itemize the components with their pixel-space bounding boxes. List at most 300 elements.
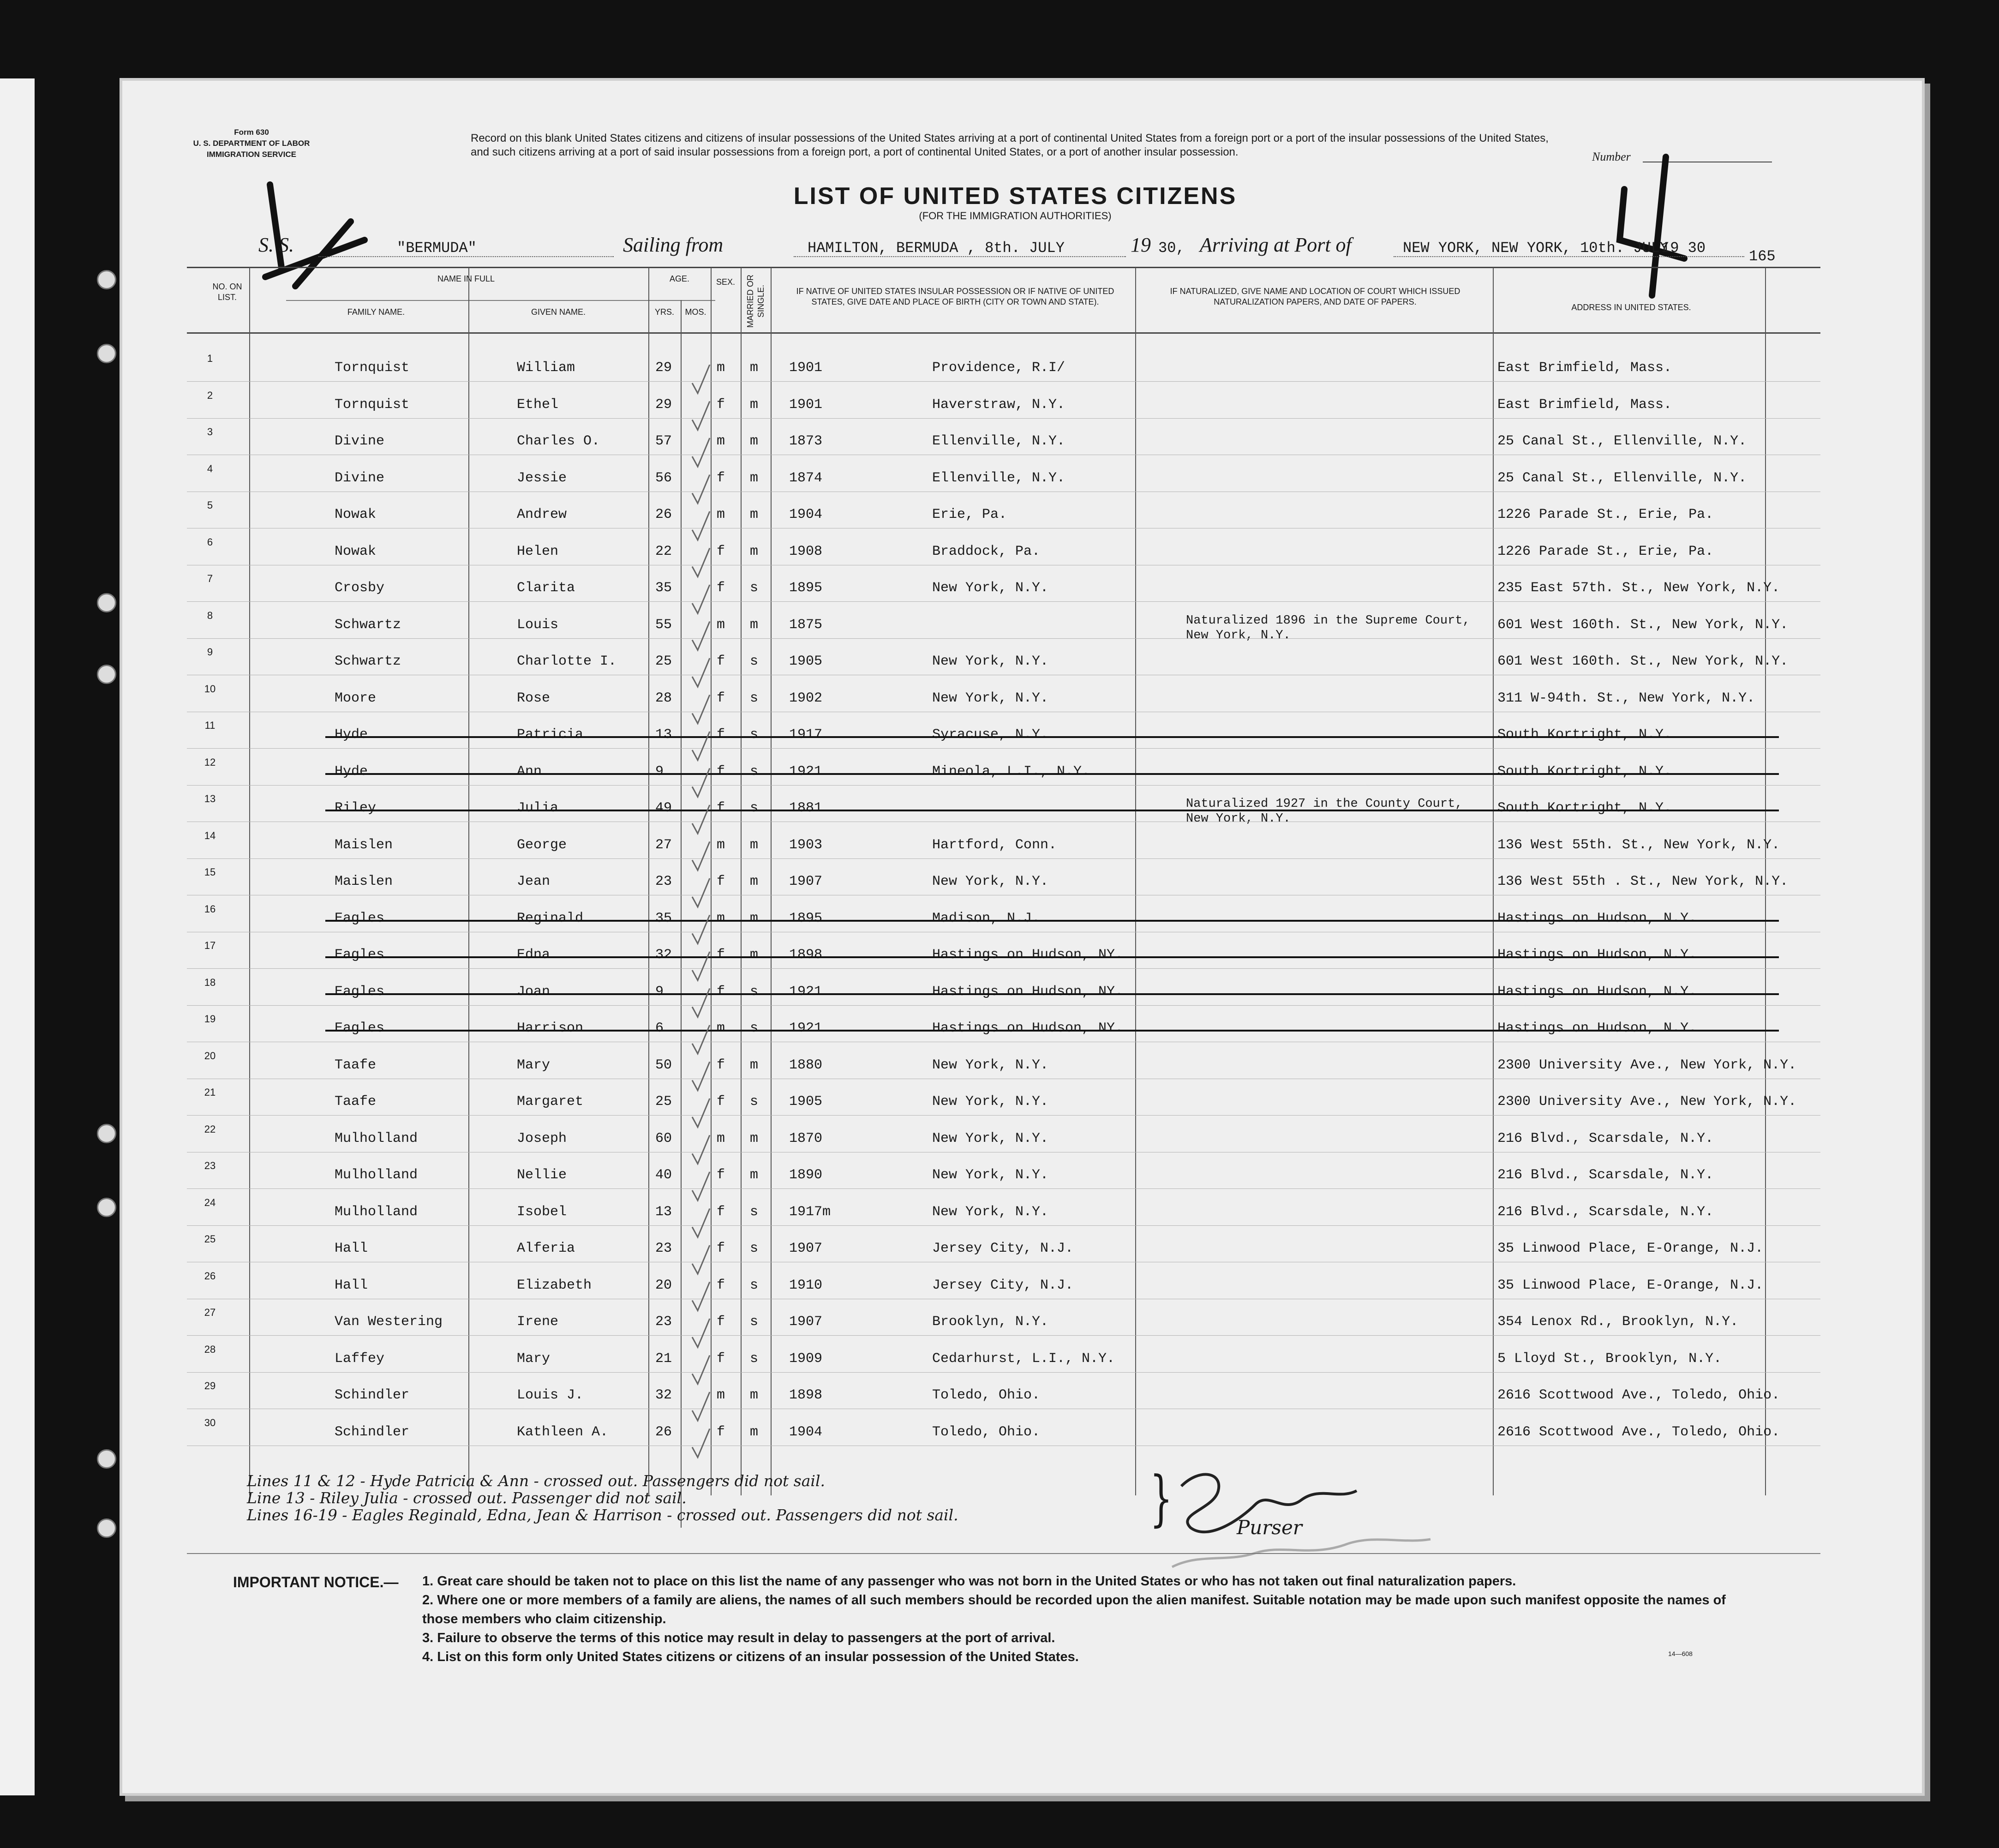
no: 29 [204,1380,216,1392]
birth-year: 1917 [789,727,823,743]
family-name: Mulholland [335,1204,418,1220]
address: 601 West 160th. St., New York, N.Y. [1497,617,1789,633]
birth-place: Erie, Pa. [932,507,1007,522]
marital-status: m [750,874,759,889]
check-mark [692,1209,710,1237]
age-years: 56 [655,470,672,486]
birth-year: 1874 [789,470,823,486]
given-name: Isobel [517,1204,567,1220]
birth-year: 1901 [789,396,823,413]
sex: f [717,800,725,816]
table-row [187,676,1820,712]
marital-status: m [750,617,759,633]
table-row [187,1152,1820,1189]
page-subtitle: (FOR THE IMMIGRATION AUTHORITIES) [919,210,1112,222]
notice-item: 1. Great care should be taken not to place on this list the name of any passenger who was not born in the United States or who has not taken out final naturalization papers. [422,1574,1516,1589]
birth-place: Mineola, L.I., N.Y. [932,763,1090,780]
table-row [187,529,1820,565]
form-number: Form 630 [234,128,269,137]
address: 136 West 55th. St., New York, N.Y. [1497,837,1780,853]
sex: f [717,543,725,559]
strike-through-line [325,773,1779,775]
no: 28 [204,1343,216,1355]
strike-through-line [325,920,1779,922]
no: 19 [204,1013,216,1025]
age-years: 22 [655,543,672,559]
sex: f [717,654,725,669]
check-mark [692,622,710,650]
family-name: Taafe [335,1057,377,1073]
arriving-blank [1394,256,1744,257]
check-mark [692,1356,710,1384]
given-name: Joan [517,984,551,1000]
table-row [187,419,1820,455]
annotation-line: Lines 11 & 12 - Hyde Patricia & Ann - crossed out. Passengers did not sail. [247,1472,826,1490]
birth-year: 1870 [789,1130,823,1146]
table-row [187,932,1820,969]
age-years: 29 [655,360,672,376]
family-name: Schindler [335,1424,410,1440]
birth-place: Braddock, Pa. [932,543,1041,559]
birth-place: Toledo, Ohio. [932,1387,1041,1403]
marital-status: s [750,690,759,706]
birth-place: Providence, R.I/ [932,360,1065,376]
table-row [187,749,1820,786]
check-mark [692,842,710,870]
sex: m [717,360,725,376]
arriving-value: NEW YORK, NEW YORK, 10th. JULY [1403,240,1669,257]
marital-status: s [750,580,759,596]
marital-status: m [750,1057,759,1073]
birth-place: New York, N.Y. [932,1130,1049,1146]
marital-status: s [750,1314,759,1330]
birth-year: 1903 [789,837,823,853]
family-name: Maislen [335,874,393,889]
age-years: 55 [655,617,672,633]
department-name: U. S. DEPARTMENT OF LABOR [193,139,310,148]
age-years: 49 [655,800,672,816]
address: 601 West 160th. St., New York, N.Y. [1497,654,1789,669]
table-row [187,565,1820,602]
birth-place: Toledo, Ohio. [932,1424,1041,1440]
family-name: Mulholland [335,1167,418,1183]
age-years: 6 [655,1020,664,1036]
given-name: Elizabeth [517,1277,592,1293]
sex: f [717,1167,725,1183]
table-row [187,969,1820,1006]
family-name: Mulholland [335,1130,418,1146]
no: 14 [204,829,216,841]
page-number: 165 [1749,248,1776,265]
sex: f [717,1094,725,1110]
address: 311 W-94th. St., New York, N.Y. [1497,690,1755,706]
no: 18 [204,976,216,988]
birth-place: Hastings on Hudson, NY. [932,984,1124,1000]
sex: f [717,1350,725,1367]
check-mark [692,1245,710,1274]
col-married-single: MARRIED OR SINGLE. [746,275,766,328]
sailing-from-value: HAMILTON, BERMUDA , 8th. JULY [808,240,1065,257]
family-name: Tornquist [335,396,410,413]
table-row [187,1410,1820,1446]
table-row [187,822,1820,859]
table-row [187,602,1820,642]
voyage-info [258,233,1790,265]
col-no: NO. ON LIST. [212,282,242,302]
family-name: Hall [335,1277,368,1293]
birth-year: 1907 [789,1314,823,1330]
address: 354 Lenox Rd., Brooklyn, N.Y. [1497,1314,1739,1330]
service-name: IMMIGRATION SERVICE [207,150,296,159]
age-years: 32 [655,1387,672,1403]
address: Hastings on Hudson, N.Y. [1497,947,1697,963]
given-name: George [517,837,567,853]
check-mark [692,695,710,724]
col-given-name: GIVEN NAME. [531,307,586,317]
given-name: Alferia [517,1241,575,1256]
family-name: Schwartz [335,617,401,633]
given-name: Charles O. [517,433,600,449]
age-years: 13 [655,727,672,743]
birth-year: 1908 [789,543,823,559]
table-top-rule [187,267,1820,268]
no: 20 [204,1050,216,1062]
address: 216 Blvd., Scarsdale, N.Y. [1497,1167,1714,1183]
family-name: Schwartz [335,654,401,669]
table-row [187,1006,1820,1042]
check-mark [692,915,710,944]
no: 16 [204,903,216,915]
address: Hastings on Hudson, N.Y. [1497,1020,1697,1036]
sex: f [717,874,725,889]
header-bottom-rule [187,332,1820,334]
given-name: Patricia [517,727,584,743]
no: 30 [204,1416,216,1428]
address: 1226 Parade St., Erie, Pa. [1497,507,1714,522]
sex: f [717,580,725,596]
address: South Kortright, N.Y. [1497,800,1672,816]
marital-status: s [750,727,759,743]
given-name: Edna [517,947,551,963]
family-name: Schindler [335,1387,410,1403]
no: 27 [204,1307,216,1318]
birth-place: New York, N.Y. [932,1094,1049,1110]
birth-year: 1898 [789,1387,823,1403]
check-mark [692,732,710,760]
given-name: Jean [517,874,551,889]
sex: f [717,1424,725,1440]
address: 1226 Parade St., Erie, Pa. [1497,543,1714,559]
address: East Brimfield, Mass. [1497,396,1672,413]
year-suffix: 30, [1158,240,1185,257]
family-name: Tornquist [335,360,410,376]
sex: m [717,1020,725,1036]
family-name: Hyde [335,763,368,780]
arrival-year: 19 30 [1661,240,1706,257]
birth-place: New York, N.Y. [932,1167,1049,1183]
check-mark [692,365,710,393]
sex: f [717,947,725,963]
sex: f [717,1057,725,1073]
check-mark [692,805,710,834]
brace-mark: } [1149,1463,1173,1533]
check-mark [692,1172,710,1200]
col-age: AGE. [669,274,689,283]
check-mark [692,511,710,540]
no: 25 [204,1233,216,1245]
marital-status: m [750,1130,759,1146]
no: 15 [204,866,216,878]
family-name: Nowak [335,507,377,522]
col-sex: SEX. [716,277,736,287]
address: 5 Lloyd St., Brooklyn, N.Y. [1497,1350,1722,1367]
check-mark [692,989,710,1017]
notice-heading: IMPORTANT NOTICE.— [233,1574,399,1590]
birth-place: Madison, N.J. [932,910,1041,926]
age-years: 60 [655,1130,672,1146]
check-mark [692,1429,710,1458]
ss-blank [318,256,614,257]
no: 12 [204,756,216,768]
sex: m [717,1130,725,1146]
family-name: Hall [335,1241,368,1256]
family-name: Nowak [335,543,377,559]
no: 26 [204,1270,216,1282]
family-name: Eagles [335,984,385,1000]
age-years: 23 [655,1241,672,1256]
check-mark [692,658,710,687]
table-row [187,1079,1820,1116]
birth-place: Ellenville, N.Y. [932,433,1065,449]
family-name: Van Westering [335,1314,443,1330]
sailing-from-label: Sailing from [623,234,724,256]
sailing-blank [794,256,1126,257]
no: 5 [207,499,213,511]
address: 216 Blvd., Scarsdale, N.Y. [1497,1130,1714,1146]
birth-place: Cedarhurst, L.I., N.Y. [932,1350,1115,1367]
birth-year: 1904 [789,1424,823,1440]
address: South Kortright, N.Y. [1497,727,1672,743]
sex: f [717,470,725,486]
age-years: 35 [655,910,672,926]
table-row [187,382,1820,419]
sex: f [717,984,725,1000]
birth-year: 1909 [789,1350,823,1367]
age-years: 35 [655,580,672,596]
age-years: 13 [655,1204,672,1220]
marital-status: s [750,1350,759,1367]
check-marks [688,365,715,1472]
given-name: Margaret [517,1094,584,1110]
check-mark [692,585,710,613]
check-mark [692,1025,710,1054]
check-mark [692,1319,710,1347]
check-mark [692,475,710,504]
col-mos: MOS. [685,307,706,317]
no: 4 [207,462,213,474]
arriving-label: Arriving at Port of [1200,234,1352,256]
age-years: 9 [655,984,664,1000]
purser-title: Purser [1237,1516,1302,1539]
birth-year: 1921 [789,763,823,780]
notice-item: 4. List on this form only United States citizens or citizens of an insular possession of the United States. [422,1650,1079,1664]
no: 2 [207,389,213,401]
sex: f [717,727,725,743]
marital-status: s [750,984,759,1000]
birth-year: 1875 [789,617,823,633]
table-row [187,1336,1820,1373]
given-name: Louis J. [517,1387,584,1403]
check-mark [692,1135,710,1164]
age-years: 23 [655,1314,672,1330]
no: 10 [204,683,216,695]
birth-year: 1917m [789,1204,831,1220]
address: Hastings on Hudson, N.Y. [1497,910,1697,926]
address: 25 Canal St., Ellenville, N.Y. [1497,433,1747,449]
address: 136 West 55th . St., New York, N.Y. [1497,874,1789,889]
handwritten-4-right [1620,157,1684,295]
family-name: Maislen [335,837,393,853]
age-years: 50 [655,1057,672,1073]
sex: m [717,433,725,449]
birth-place: Jersey City, N.J. [932,1241,1074,1256]
no: 23 [204,1160,216,1171]
table-row [187,345,1820,382]
given-name: Harrison [517,1020,584,1036]
check-mark [692,952,710,980]
birth-year: 1881 [789,800,823,816]
birth-year: 1904 [789,507,823,522]
given-name: Kathleen A. [517,1424,609,1440]
address: 35 Linwood Place, E-Orange, N.J. [1497,1241,1764,1256]
birth-year: 1895 [789,580,823,596]
birth-year: 1921 [789,984,823,1000]
birth-year: 1898 [789,947,823,963]
family-name: Eagles [335,1020,385,1036]
table-row [187,456,1820,492]
address: South Kortright, N.Y. [1497,763,1672,780]
birth-place: Hartford, Conn. [932,837,1057,853]
notice-list [422,1572,1760,1667]
no: 13 [204,793,216,804]
age-years: 25 [655,1094,672,1110]
birth-place: New York, N.Y. [932,580,1049,596]
birth-place: Syracuse, N.Y. [932,727,1049,743]
marital-status: m [750,1387,759,1403]
sex: f [717,690,725,706]
given-name: Clarita [517,580,575,596]
address: 235 East 57th. St., New York, N.Y. [1497,580,1780,596]
birth-year: 1873 [789,433,823,449]
given-name: Jessie [517,470,567,486]
given-name: Ann [517,763,542,780]
given-name: Charlotte I. [517,654,617,669]
given-name: Andrew [517,507,567,522]
no: 17 [204,940,216,951]
col-address: ADDRESS IN UNITED STATES. [1571,303,1691,312]
age-years: 21 [655,1350,672,1367]
birth-place: Haverstraw, N.Y. [932,396,1065,413]
strike-through-line [325,956,1779,958]
age-years: 20 [655,1277,672,1293]
birth-place: Hastings on Hudson, NY. [932,947,1124,963]
check-mark [692,878,710,907]
age-years: 9 [655,763,664,780]
birth-place: Brooklyn, N.Y. [932,1314,1049,1330]
family-name: Moore [335,690,377,706]
marital-status: m [750,947,759,963]
marital-status: m [750,837,759,853]
table-row [187,786,1820,826]
birth-place: New York, N.Y. [932,690,1049,706]
sex: m [717,617,725,633]
address: 35 Linwood Place, E-Orange, N.J. [1497,1277,1764,1293]
check-mark [692,402,710,430]
table-row [187,896,1820,932]
birth-place: Ellenville, N.Y. [932,470,1065,486]
table-row [187,1226,1820,1262]
sex: m [717,507,725,522]
birth-place: Jersey City, N.J. [932,1277,1074,1293]
check-mark [692,768,710,797]
marital-status: s [750,1277,759,1293]
given-name: Helen [517,543,559,559]
address: 2616 Scottwood Ave., Toledo, Ohio. [1497,1387,1780,1403]
table-row [187,1373,1820,1409]
given-name: Rose [517,690,551,706]
table-row [187,1263,1820,1299]
col-birth: IF NATIVE OF UNITED STATES INSULAR POSSESSION OR IF NATIVE OF UNITED STATES, GIVE DATE AND PLACE OF BIRTH (CITY OR TOWN AND STATE). [796,287,1114,306]
strike-through-line [325,736,1779,738]
table-row [187,492,1820,528]
annotation-line: Line 13 - Riley Julia - crossed out. Passenger did not sail. [247,1489,687,1507]
marital-status: m [750,360,759,376]
given-name: Reginald [517,910,584,926]
birth-year: 1895 [789,910,823,926]
marital-status: s [750,1094,759,1110]
marital-status: m [750,470,759,486]
name-header-rule [286,300,678,301]
given-name: Julia [517,800,559,816]
marital-status: m [750,1424,759,1440]
no: 1 [207,353,213,364]
age-years: 28 [655,690,672,706]
strike-through-line [325,993,1779,995]
col-yrs: YRS. [654,307,674,317]
marital-status: s [750,800,759,816]
birth-place: New York, N.Y. [932,654,1049,669]
birth-year: 1921 [789,1020,823,1036]
age-years: 23 [655,874,672,889]
sex: m [717,837,725,853]
no: 9 [207,646,213,658]
birth-year: 1890 [789,1167,823,1183]
address: 2300 University Ave., New York, N.Y. [1497,1094,1797,1110]
sex: f [717,1277,725,1293]
birth-year: 1905 [789,1094,823,1110]
birth-place: New York, N.Y. [932,874,1049,889]
address: 2300 University Ave., New York, N.Y. [1497,1057,1797,1073]
age-years: 26 [655,1424,672,1440]
marital-status: s [750,654,759,669]
col-family-name: FAMILY NAME. [347,307,405,317]
col-naturalized: IF NATURALIZED, GIVE NAME AND LOCATION OF COURT WHICH ISSUED NATURALIZATION PAPERS, AND DATE OF PAPERS. [1170,287,1460,306]
check-mark [692,548,710,577]
given-name: Ethel [517,396,559,413]
annotation-line: Lines 16-19 - Eagles Reginald, Edna, Jean & Harrison - crossed out. Passengers did not sail. [247,1506,958,1524]
marital-status: s [750,1204,759,1220]
family-name: Divine [335,470,385,486]
